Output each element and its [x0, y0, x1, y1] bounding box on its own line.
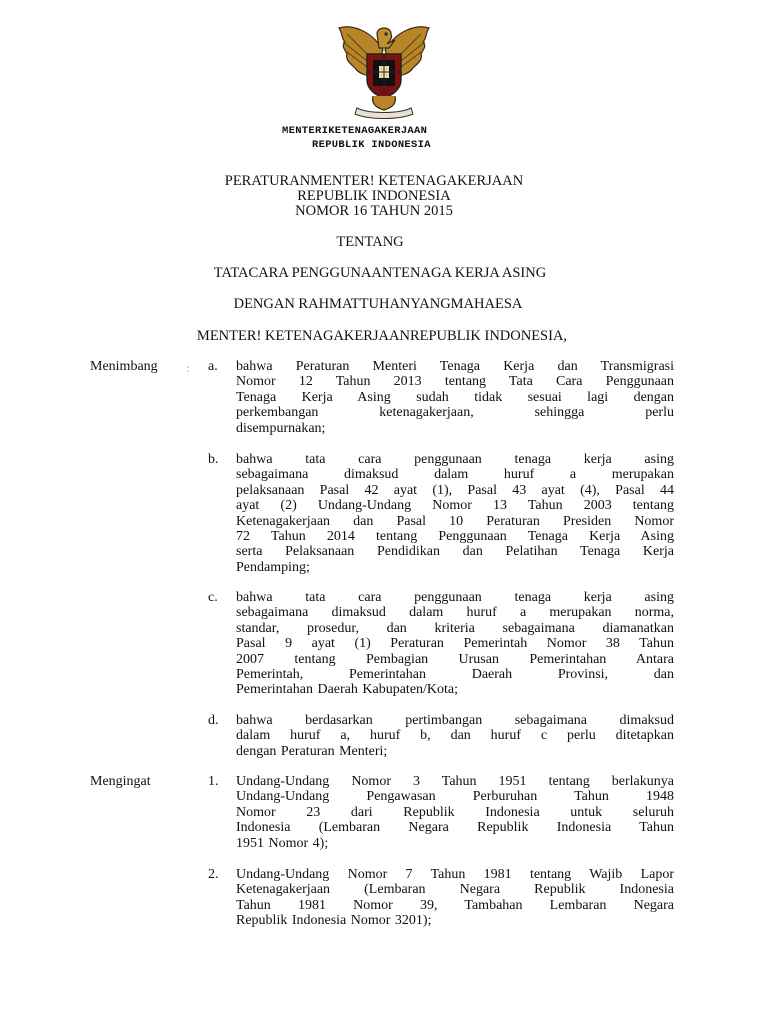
text-line: Pemerintahan Daerah Kabupaten/Kota;: [236, 682, 459, 698]
text-line: Undang-Undang Nomor 3 Tahun 1951 tentang berlakunya: [236, 774, 674, 789]
item-marker: a.: [208, 359, 218, 374]
rahmat-line: DENGAN RAHMATTUHANYANGMAHAESA: [233, 296, 523, 312]
text-line: Undang-Undang Pengawasan Perburuhan Tahun 1948: [236, 789, 674, 805]
text-line: Pemerintah, Pemerintahan Daerah Provinsi, dan: [236, 667, 674, 683]
title-line-3: NOMOR 16 TAHUN 2015: [295, 203, 453, 219]
republic-name: REPUBLIK INDONESIA: [312, 139, 431, 151]
mengingat-item-1: [236, 774, 674, 851]
menimbang-item-b: [236, 452, 674, 575]
text-line: Nomor 23 dari Republik Indonesia untuk seluruh: [236, 804, 674, 820]
text-line: bahwa tata cara penggunaan tenaga kerja asing: [236, 590, 674, 605]
text-line: pelaksanaan Pasal 42 ayat (1), Pasal 43 ayat (4), Pasal 44: [236, 482, 674, 498]
text-line: Undang-Undang Nomor 7 Tahun 1981 tentang Wajib Lapor: [236, 867, 674, 882]
text-line: perkembangan ketenagakerjaan, sehingga perlu: [236, 405, 674, 421]
text-line: Indonesia (Lembaran Negara Republik Indonesia Tahun: [236, 820, 674, 836]
text-line: Tenaga Kerja Asing sudah tidak sesuai lagi dengan: [236, 389, 674, 405]
mengingat-item-2: [236, 867, 674, 929]
regulation-subject: TATACARA PENGGUNAANTENAGA KERJA ASING: [213, 265, 547, 281]
text-line: Ketenagakerjaan dan Pasal 10 Peraturan Presiden Nomor: [236, 513, 674, 529]
text-line: Republik Indonesia Nomor 3201);: [236, 913, 432, 929]
garuda-emblem-icon: [333, 20, 435, 120]
text-line: standar, prosedur, dan kriteria sebagaimana diamanatkan: [236, 620, 674, 636]
title-line-2: REPUBLIK INDONESIA: [297, 188, 451, 204]
tentang-heading: TENTANG: [336, 234, 404, 250]
title-line-1: PERATURANMENTER! KETENAGAKERJAAN: [224, 173, 524, 189]
item-marker: d.: [208, 713, 219, 728]
mengingat-label: Mengingat: [90, 774, 151, 789]
text-line: Nomor 12 Tahun 2013 tentang Tata Cara Penggunaan: [236, 374, 674, 390]
text-line: Tahun 1981 Nomor 39, Tambahan Lembaran Negara: [236, 897, 674, 913]
text-line: Pendamping;: [236, 559, 310, 575]
text-line: bahwa tata cara penggunaan tenaga kerja asing: [236, 452, 674, 467]
item-marker: b.: [208, 452, 219, 467]
text-line: ayat (2) Undang-Undang Nomor 13 Tahun 2003 tentang: [236, 498, 674, 514]
text-line: 1951 Nomor 4);: [236, 835, 329, 851]
item-marker: c.: [208, 590, 218, 605]
menteri-line: MENTER! KETENAGAKERJAANREPUBLIK INDONESIA,: [196, 328, 568, 344]
item-marker: 1.: [208, 774, 219, 789]
ministry-header: [282, 124, 431, 152]
menimbang-item-a: [236, 359, 674, 436]
ministry-name: MENTERIKETENAGAKERJAAN: [282, 125, 428, 137]
text-line: 2007 tentang Pembagian Urusan Pemerintahan Antara: [236, 651, 674, 667]
text-line: 72 Tahun 2014 tentang Penggunaan Tenaga Kerja Asing: [236, 529, 674, 545]
text-line: bahwa Peraturan Menteri Tenaga Kerja dan Transmigrasi: [236, 359, 674, 374]
menimbang-item-d: [236, 713, 674, 759]
menimbang-label: Menimbang: [90, 359, 158, 374]
text-line: Ketenagakerjaan (Lembaran Negara Republik Indonesia: [236, 882, 674, 898]
text-line: Pasal 9 ayat (1) Peraturan Pemerintah Nomor 38 Tahun: [236, 636, 674, 652]
text-line: sebagaimana dimaksud dalam huruf a merupakan: [236, 467, 674, 483]
text-line: disempurnakan;: [236, 420, 326, 436]
item-marker: 2.: [208, 867, 219, 882]
regulation-title: [0, 174, 758, 219]
text-line: sebagaimana dimaksud dalam huruf a merupakan norma,: [236, 605, 674, 621]
text-line: dalam huruf a, huruf b, dan huruf c perlu ditetapkan: [236, 728, 674, 744]
text-line: serta Pelaksanaan Pendidikan dan Pelatihan Tenaga Kerja: [236, 544, 674, 560]
text-line: bahwa berdasarkan pertimbangan sebagaimana dimaksud: [236, 713, 674, 728]
text-line: dengan Peraturan Menteri;: [236, 743, 388, 759]
menimbang-colon: :: [186, 361, 190, 375]
menimbang-item-c: [236, 590, 674, 698]
